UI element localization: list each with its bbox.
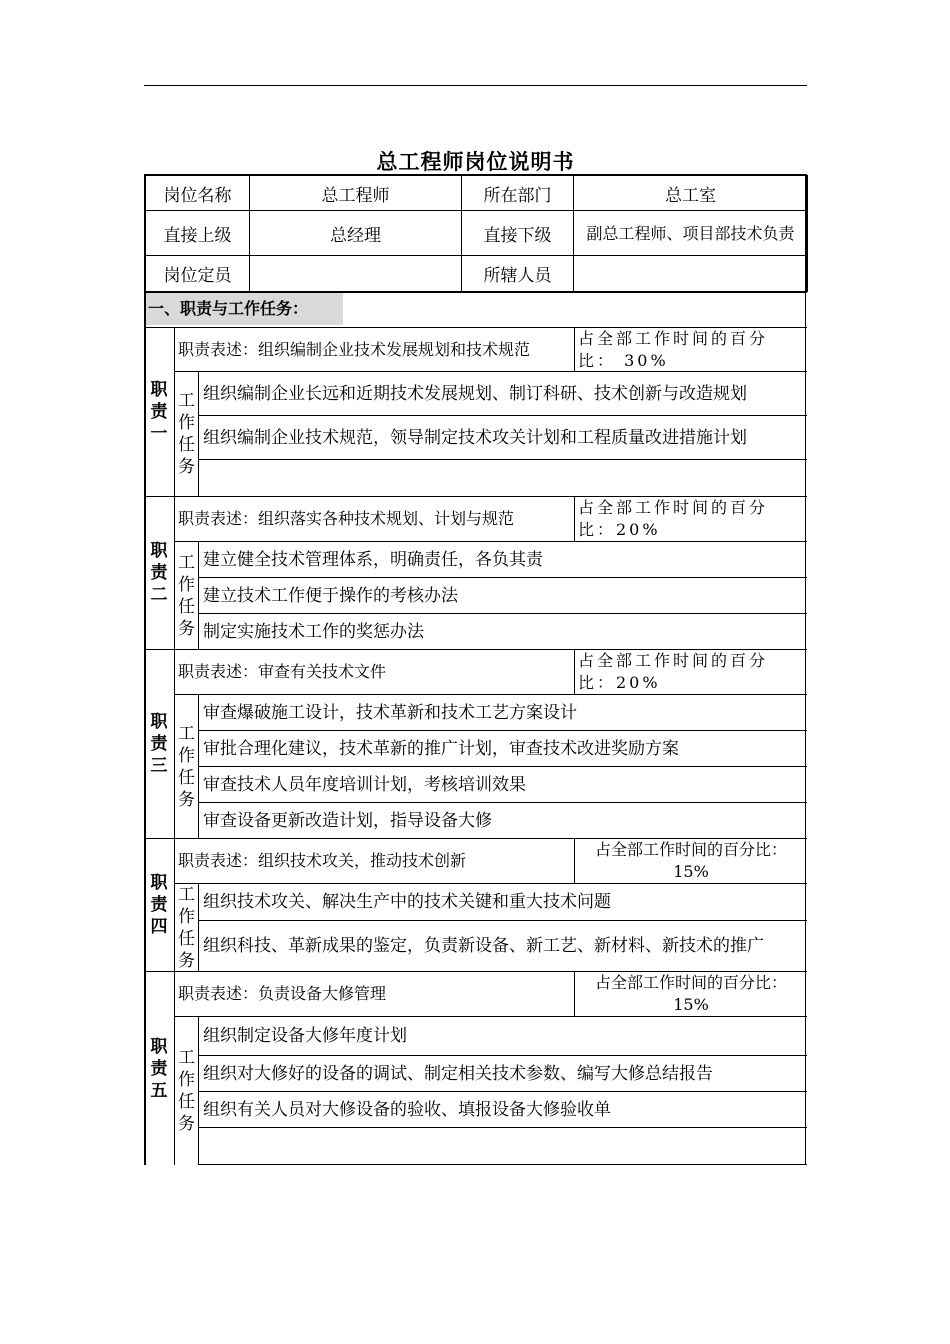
position-name-label: 岗位名称: [146, 176, 250, 211]
task-item: 组织科技、革新成果的鉴定，负责新设备、新工艺、新材料、新技术的推广: [199, 921, 807, 972]
duty-label: 职责三: [144, 650, 175, 839]
duty-block-5: [144, 972, 807, 1165]
header-row: [146, 211, 808, 256]
task-item: 组织对大修好的设备的调试、制定相关技术参数、编写大修总结报告: [199, 1056, 807, 1092]
duty-block-2: [144, 497, 807, 650]
subordinate-value: 副总工程师、项目部技术负责: [574, 211, 808, 256]
managed-value: [574, 256, 808, 292]
duty-description: 职责表述：负责设备大修管理: [175, 972, 575, 1017]
time-percentage: 占全部工作时间的百分比：20%: [575, 650, 807, 695]
task-item: 建立健全技术管理体系，明确责任，各负其责: [199, 542, 807, 578]
task-label: 工作任务: [175, 695, 199, 839]
time-percentage: 占全部工作时间的百分比： 30%: [575, 328, 807, 372]
header-row: [146, 256, 808, 292]
time-percentage: 占全部工作时间的百分比：15%: [575, 839, 807, 884]
department-value: 总工室: [574, 176, 808, 211]
duty-label: 职责一: [144, 328, 175, 497]
header-row: [146, 176, 808, 211]
task-item: 组织制定设备大修年度计划: [199, 1017, 807, 1056]
task-item: 审查技术人员年度培训计划，考核培训效果: [199, 767, 807, 803]
duty-description: 职责表述：组织落实各种技术规划、计划与规范: [175, 497, 575, 542]
task-label: 工作任务: [175, 1017, 199, 1165]
task-item: 制定实施技术工作的奖惩办法: [199, 614, 807, 650]
headcount-value: [250, 256, 462, 292]
subordinate-label: 直接下级: [462, 211, 574, 256]
task-item: 审查设备更新改造计划，指导设备大修: [199, 803, 807, 839]
page-title: 总工程师岗位说明书: [376, 149, 575, 174]
task-label: 工作任务: [175, 542, 199, 650]
task-item: 审批合理化建议，技术革新的推广计划，审查技术改进奖励方案: [199, 731, 807, 767]
task-item: 建立技术工作便于操作的考核办法: [199, 578, 807, 614]
table-right-border: [805, 175, 807, 292]
task-item: 审查爆破施工设计，技术革新和技术工艺方案设计: [199, 695, 807, 731]
duty-block-4: [144, 839, 807, 972]
task-item: 组织技术攻关、解决生产中的技术关键和重大技术问题: [199, 884, 807, 921]
task-label: 工作任务: [175, 884, 199, 972]
task-item: [199, 1128, 807, 1165]
superior-value: 总经理: [250, 211, 462, 256]
position-name-value: 总工程师: [250, 176, 462, 211]
department-label: 所在部门: [462, 176, 574, 211]
duty-description: 职责表述：审查有关技术文件: [175, 650, 575, 695]
task-item: 组织有关人员对大修设备的验收、填报设备大修验收单: [199, 1092, 807, 1128]
duty-description: 职责表述：组织编制企业技术发展规划和技术规范: [175, 328, 575, 372]
duty-block-1: [144, 328, 807, 497]
section-heading: 一、职责与工作任务：: [146, 293, 343, 325]
duty-label: 职责四: [144, 839, 175, 972]
duty-label: 职责五: [144, 972, 175, 1165]
task-item: 组织编制企业技术规范，领导制定技术攻关计划和工程质量改进措施计划: [199, 416, 807, 460]
duty-label: 职责二: [144, 497, 175, 650]
task-item: [199, 460, 807, 497]
top-rule: [144, 85, 807, 86]
duty-block-3: [144, 650, 807, 839]
time-percentage: 占全部工作时间的百分比：20%: [575, 497, 807, 542]
superior-label: 直接上级: [146, 211, 250, 256]
managed-label: 所辖人员: [462, 256, 574, 292]
header-table: [145, 175, 808, 292]
task-label: 工作任务: [175, 372, 199, 497]
task-item: 组织编制企业长远和近期技术发展规划、制订科研、技术创新与改造规划: [199, 372, 807, 416]
duty-description: 职责表述：组织技术攻关，推动技术创新: [175, 839, 575, 884]
time-percentage: 占全部工作时间的百分比：15%: [575, 972, 807, 1017]
headcount-label: 岗位定员: [146, 256, 250, 292]
